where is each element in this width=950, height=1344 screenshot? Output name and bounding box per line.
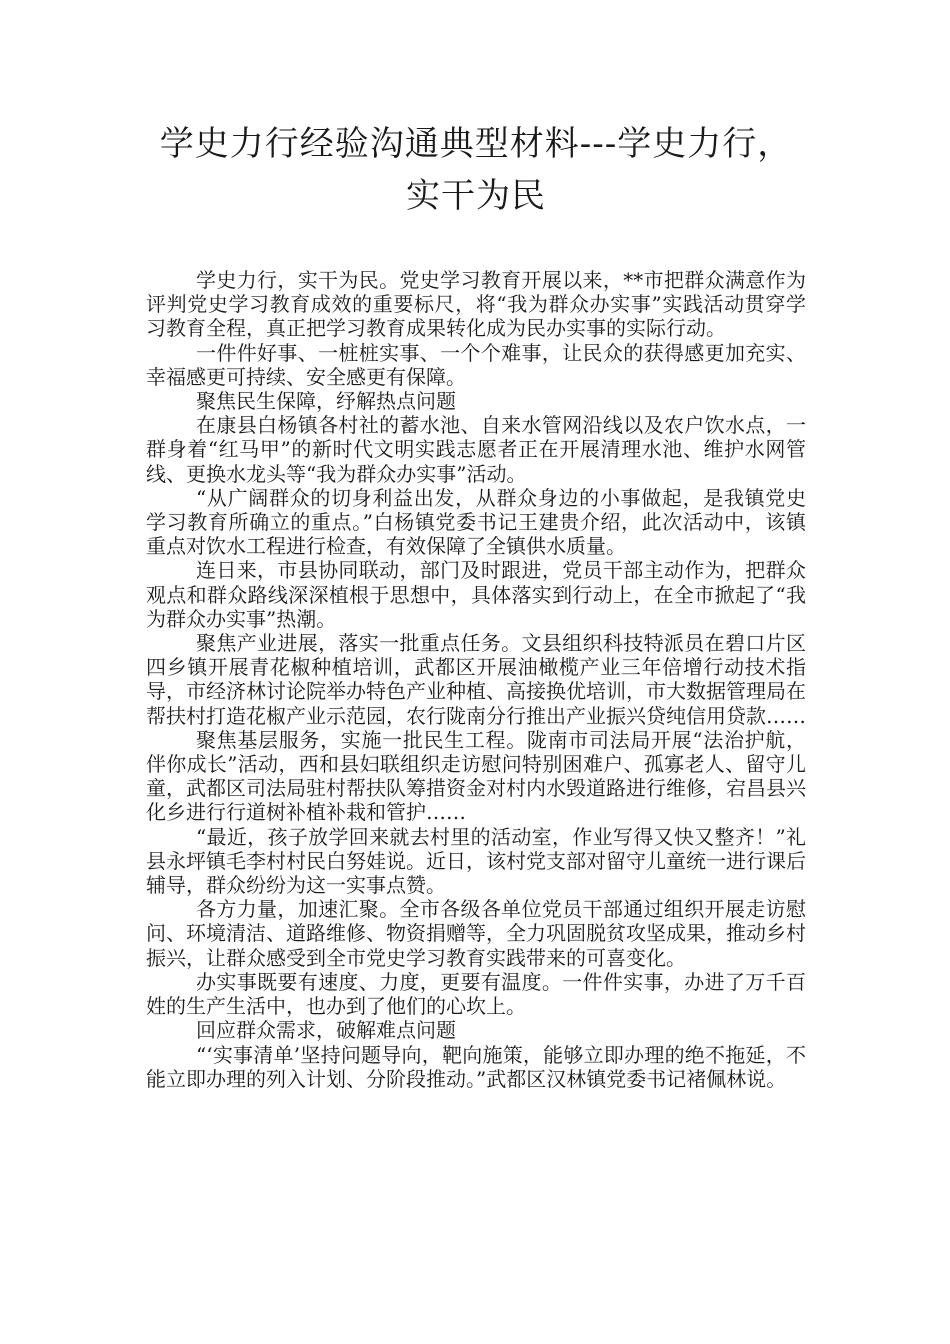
- paragraph: 连日来，市县协同联动，部门及时跟进，党员干部主动作为，把群众观点和群众路线深深植根于思想中，具体落实到行动上，在全市掀起了“我为群众办实事”热潮。: [146, 558, 806, 631]
- paragraph-intro: 学史力行，实干为民。党史学习教育开展以来，**市把群众满意作为评判党史学习教育成效的重要标尺，将“我为群众办实事”实践活动贯穿学习教育全程，真正把学习教育成果转化成为民办实事的实际行动。: [146, 268, 806, 341]
- document-page: [146, 118, 806, 1091]
- paragraph: 一件件好事、一桩桩实事、一个个难事，让民众的获得感更加充实、幸福感更可持续、安全感更有保障。: [146, 340, 806, 389]
- section-heading: 回应群众需求，破解难点问题: [196, 1018, 456, 1043]
- document-title: [146, 118, 806, 222]
- section-heading: 聚焦民生保障，纾解热点问题: [196, 389, 456, 414]
- paragraph: 在康县白杨镇各村社的蓄水池、自来水管网沿线以及农户饮水点，一群身着“红马甲”的新时代文明实践志愿者正在开展清理水池、维护水网管线、更换水龙头等“我为群众办实事”活动。: [146, 413, 806, 486]
- paragraph: 办实事既要有速度、力度，更要有温度。一件件实事，办进了万千百姓的生产生活中，也办到了他们的心坎上。: [146, 969, 806, 1019]
- title-line-1: 学史力行经验沟通典型材料---学史力行，: [159, 124, 793, 164]
- paragraph-quote: “最近，孩子放学回来就去村里的活动室，作业写得又快又整齐！”礼县永坪镇毛李村村民白努娃说。近日，该村党支部对留守儿童统一进行课后辅导，群众纷纷为这一实事点赞。: [146, 824, 806, 898]
- document-body: [146, 268, 806, 1091]
- paragraph: 聚焦基层服务，实施一批民生工程。陇南市司法局开展“法治护航，伴你成长”活动，西和县妇联组织走访慰问特别困难户、孤寡老人、留守儿童，武都区司法局驻村帮扶队筹措资金对村内水毁道路进行维修，宕昌县兴化乡进行行道树补植补栽和管护……: [146, 727, 806, 825]
- paragraph-quote: “从广阔群众的切身利益出发，从群众身边的小事做起，是我镇党史学习教育所确立的重点。”白杨镇党委书记王建贵介绍，此次活动中，该镇重点对饮水工程进行检查，有效保障了全镇供水质量。: [146, 485, 806, 559]
- title-line-2: 实干为民: [406, 176, 546, 216]
- paragraph-quote: “‘实事清单’坚持问题导向，靶向施策，能够立即办理的绝不拖延，不能立即办理的列入计划、分阶段推动。”武都区汉林镇党委书记褚佩林说。: [146, 1042, 806, 1091]
- paragraph: 各方力量，加速汇聚。全市各级各单位党员干部通过组织开展走访慰问、环境清洁、道路维修、物资捐赠等，全力巩固脱贫攻坚成果，推动乡村振兴，让群众感受到全市党史学习教育实践带来的可喜变化。: [146, 897, 806, 970]
- paragraph: 聚焦产业进展，落实一批重点任务。文县组织科技特派员在碧口片区四乡镇开展青花椒种植培训，武都区开展油橄榄产业三年倍增行动技术指导，市经济林讨论院举办特色产业种植、高接换优培训，市大数据管理局在帮扶村打造花椒产业示范园，农行陇南分行推出产业振兴贷纯信用贷款……: [146, 631, 806, 728]
